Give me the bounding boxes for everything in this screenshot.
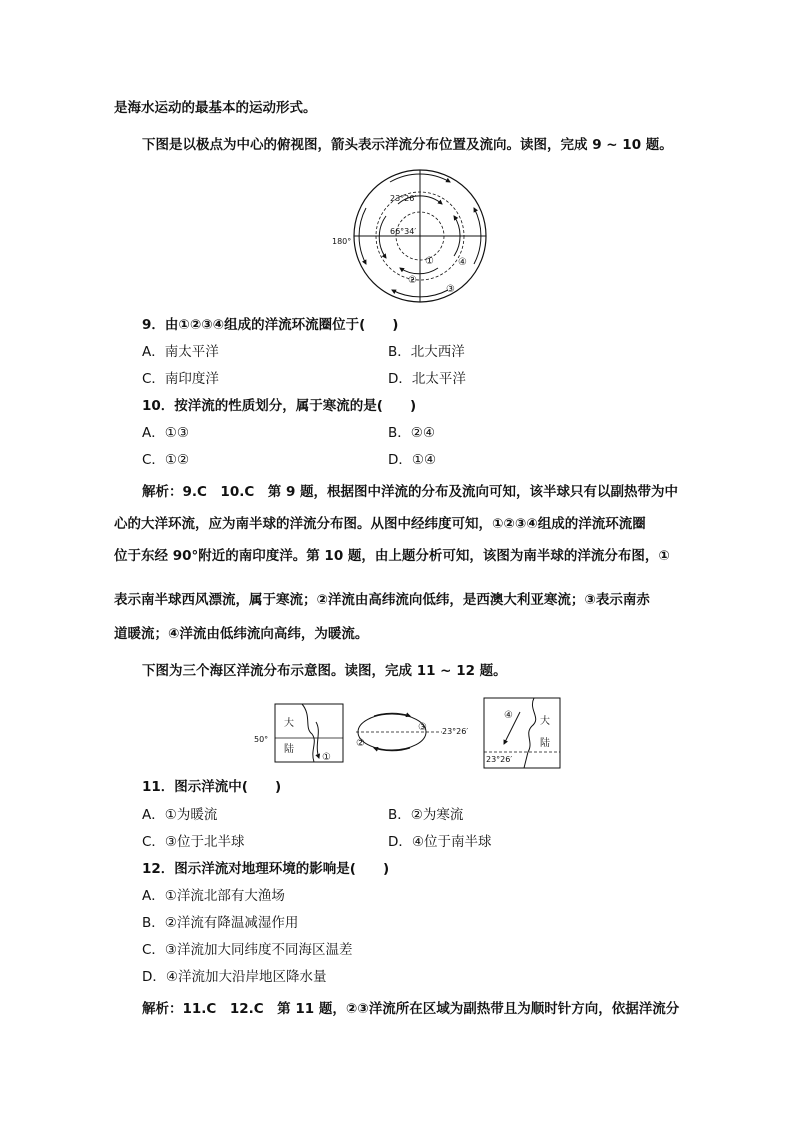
q12-option-a[interactable]: A．①洋流北部有大渔场 xyxy=(142,888,285,904)
q10-stem: 10．按洋流的性质划分，属于寒流的是( ) xyxy=(142,398,417,414)
left-land-1: 大 xyxy=(284,718,294,729)
left-current-arrow xyxy=(316,722,319,758)
q10-option-b[interactable]: B．②④ xyxy=(388,425,435,441)
right-coastline xyxy=(524,698,536,768)
right-lat-label: 23°26′ xyxy=(486,755,513,764)
right-marker: ④ xyxy=(504,710,513,721)
label-lon-left: 180° xyxy=(332,237,352,246)
left-coastline xyxy=(302,704,314,762)
left-land-2: 陆 xyxy=(284,744,294,755)
analysis1-line-4: 表示南半球西风漂流，属于寒流；②洋流由高纬流向低纬，是西澳大利亚寒流；③表示南赤 xyxy=(114,592,650,608)
left-lat-label: 50° xyxy=(254,735,269,744)
current-arrow-inner-left xyxy=(379,216,386,258)
marker-4: ④ xyxy=(458,257,467,268)
q11-option-a[interactable]: A．①为暖流 xyxy=(142,807,218,823)
q9-option-d[interactable]: D．北太平洋 xyxy=(388,371,466,387)
marker-1: ① xyxy=(425,256,434,267)
q10-option-c[interactable]: C．①② xyxy=(142,452,190,468)
q10-option-d[interactable]: D．①④ xyxy=(388,452,437,468)
analysis1-line-3: 位于东经 90°附近的南印度洋。第 10 题，由上题分析可知，该图为南半球的洋流分布图，① xyxy=(114,548,670,564)
figure1-polar-diagram xyxy=(330,168,500,308)
q9-option-a[interactable]: A．南太平洋 xyxy=(142,344,219,360)
label-lat-outer: 23°26′ xyxy=(390,194,417,203)
label-lat-inner: 66°34′ xyxy=(390,227,417,236)
section1-intro: 下图是以极点为中心的俯视图，箭头表示洋流分布位置及流向。读图，完成 9 ~ 10 题。 xyxy=(142,137,673,153)
q9-option-b[interactable]: B．北大西洋 xyxy=(388,344,465,360)
q12-stem: 12．图示洋流对地理环境的影响是( ) xyxy=(142,861,390,877)
marker-3: ③ xyxy=(446,284,455,295)
q12-option-b[interactable]: B．②洋流有降温减湿作用 xyxy=(142,915,299,931)
right-land-1: 大 xyxy=(540,716,550,727)
mid-marker-right: ③ xyxy=(418,722,427,733)
q11-option-c[interactable]: C．③位于北半球 xyxy=(142,834,245,850)
q11-stem: 11．图示洋流中( ) xyxy=(142,779,282,795)
mid-marker-left: ② xyxy=(356,738,365,749)
analysis1-line-5: 道暖流；④洋流由低纬流向高纬，为暖流。 xyxy=(114,626,369,642)
figure2-three-sea-areas xyxy=(252,694,564,770)
q12-option-d[interactable]: D．④洋流加大沿岸地区降水量 xyxy=(142,969,327,985)
left-marker: ① xyxy=(322,752,331,763)
marker-2: ② xyxy=(408,275,417,286)
section2-intro: 下图为三个海区洋流分布示意图。读图，完成 11 ~ 12 题。 xyxy=(142,663,507,679)
analysis1-line-2: 心的大洋环流，应为南半球的洋流分布图。从图中经纬度可知，①②③④组成的洋流环流圈 xyxy=(114,516,646,532)
q9-option-c[interactable]: C．南印度洋 xyxy=(142,371,219,387)
q12-option-c[interactable]: C．③洋流加大同纬度不同海区温差 xyxy=(142,942,353,958)
q11-option-b[interactable]: B．②为寒流 xyxy=(388,807,464,823)
mid-lat-label: 23°26′ xyxy=(442,727,469,736)
analysis2-line-1: 解析：11.C 12.C 第 11 题，②③洋流所在区域为副热带且为顺时针方向，依据洋流分 xyxy=(142,1001,680,1017)
intro-line: 是海水运动的最基本的运动形式。 xyxy=(114,100,317,116)
right-land-2: 陆 xyxy=(540,738,550,749)
q10-option-a[interactable]: A．①③ xyxy=(142,425,189,441)
analysis1-line-1: 解析：9.C 10.C 第 9 题，根据图中洋流的分布及流向可知，该半球只有以副热带为中 xyxy=(142,484,679,500)
q9-stem: 9．由①②③④组成的洋流环流圈位于( ) xyxy=(142,317,399,333)
q11-option-d[interactable]: D．④位于南半球 xyxy=(388,834,492,850)
current-arrow-inner-bottom xyxy=(400,268,438,274)
